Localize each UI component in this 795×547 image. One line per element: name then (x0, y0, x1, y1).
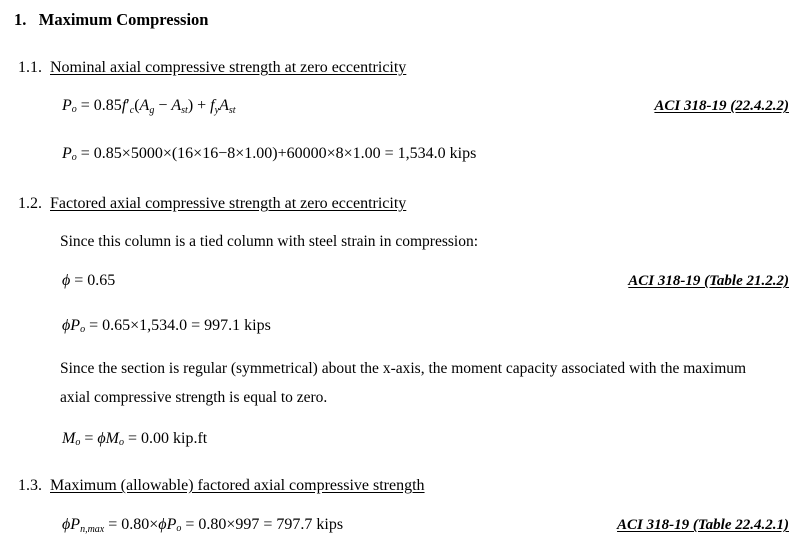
paragraph-tied-column: Since this column is a tied column with steel strain in compression: (60, 233, 479, 250)
subsection-title: Factored axial compressive strength at zero eccentricity (50, 195, 407, 212)
reference-aci-table-21-2-2: ACI 318-19 (Table 21.2.2) (628, 273, 789, 289)
equation-phi-pn-max: $\phi P_{n,max} = 0.80\times\phi P_o = 0.80\times 997 = 797.7$ kips (62, 516, 344, 535)
reference-aci-table-22-4-2-1: ACI 318-19 (Table 22.4.2.1) (617, 517, 789, 533)
equation-po-value: $P_o = 0.85\times 5000\times(16\times 16-8\times 1.00)+60000\times 8\times 1.00 = 1,534.0$ kips (62, 145, 477, 163)
section-heading (14, 10, 209, 30)
subsection-heading-1-2 (18, 195, 406, 213)
subsection-title: Maximum (allowable) factored axial compressive strength (50, 477, 425, 494)
subsection-heading-1-1 (18, 59, 406, 77)
paragraph-symmetry-line1: Since the section is regular (symmetrical) about the x-axis, the moment capacity associated with the maximum (60, 360, 747, 377)
equation-phi: ϕ = 0.65 (62, 272, 116, 289)
section-title: Maximum Compression (38, 10, 209, 29)
equation-mo: $M_o = \phi M_o = 0.00$ kip.ft (62, 430, 208, 448)
section-number: 1. (14, 10, 27, 29)
paragraph-symmetry-line2: axial compressive strength is equal to zero. (60, 389, 328, 406)
reference-aci-22-4-2-2: ACI 318-19 (22.4.2.2) (654, 98, 789, 114)
subsection-number: 1.2. (18, 195, 42, 212)
subsection-title: Nominal axial compressive strength at zero eccentricity (50, 59, 407, 76)
subsection-number: 1.1. (18, 59, 42, 76)
subsection-heading-1-3 (18, 477, 425, 495)
subsection-number: 1.3. (18, 477, 42, 494)
equation-po-formula: $P_o = 0.85f'_c(A_g - A_{st}) + f_yA_{st}$ (62, 97, 236, 116)
equation-phi-po: $\phi P_o = 0.65\times 1,534.0 = 997.1$ kips (62, 317, 271, 335)
